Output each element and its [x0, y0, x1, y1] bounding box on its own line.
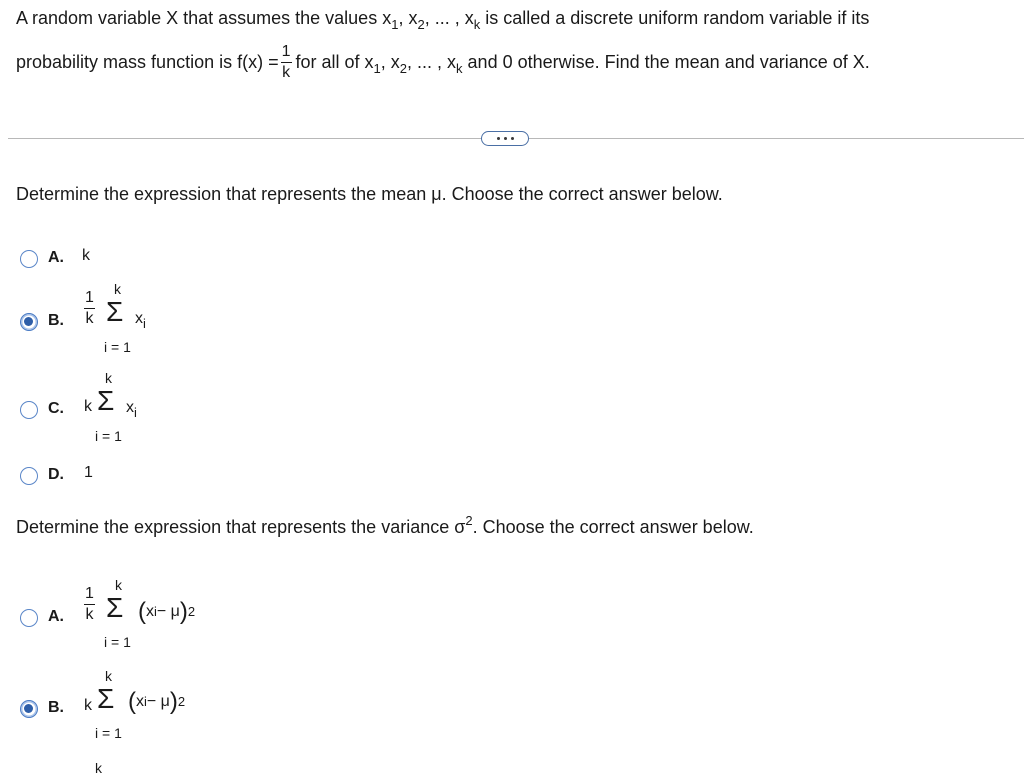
sum-lower-limit: i = 1: [104, 339, 131, 355]
open-paren: (: [128, 688, 136, 715]
mean-option-b-fraction: [84, 290, 95, 327]
question-text: is called a discrete uniform random variable if its: [480, 8, 870, 28]
summation-symbol: Σ: [97, 683, 115, 714]
mean-option-b-letter: B.: [48, 312, 64, 329]
variance-prompt: [16, 513, 754, 538]
mean-option-a-radio[interactable]: [20, 250, 38, 268]
mean-option-b-radio[interactable]: [20, 313, 38, 331]
question-line-2: [16, 44, 870, 81]
mean-option-c-radio[interactable]: [20, 401, 38, 419]
variance-option-a-radio[interactable]: [20, 609, 38, 627]
minus-mu: − μ: [146, 693, 170, 710]
question-line-1: [16, 8, 870, 32]
question-text: A random variable X that assumes the values x: [16, 8, 392, 28]
question-text: , ... , x: [407, 52, 457, 72]
question-text: , x: [398, 8, 418, 28]
fraction-denominator: k: [282, 64, 291, 81]
question-text: for all of x: [295, 52, 374, 72]
question-text: and 0 otherwise. Find the mean and variance of X.: [462, 52, 870, 72]
summation-term: ( x i − μ ) 2: [138, 598, 196, 625]
summation-symbol: Σ: [106, 592, 124, 623]
term-variable: x: [146, 603, 154, 620]
prompt-text: . Choose the correct answer below.: [472, 517, 754, 537]
fraction-denominator: k: [85, 606, 94, 623]
dot-icon: [511, 137, 514, 140]
subscript: k: [473, 17, 481, 32]
summation-term: ( x i − μ ) 2: [128, 688, 186, 715]
subscript: 2: [417, 17, 425, 32]
close-paren: ): [169, 688, 178, 715]
variance-option-b-letter: B.: [48, 699, 64, 716]
question-text: , x: [380, 52, 400, 72]
mean-prompt: Determine the expression that represents the mean μ. Choose the correct answer below.: [16, 184, 723, 204]
summation-term: [135, 310, 146, 331]
prompt-text: Determine the expression that represents the variance σ: [16, 517, 466, 537]
mean-option-d-expr: 1: [84, 464, 93, 481]
subscript: i: [143, 316, 146, 331]
subscript: k: [456, 61, 463, 76]
variance-option-a-fraction: [84, 586, 95, 623]
subscript: 1: [373, 61, 381, 76]
sum-lower-limit: i = 1: [95, 428, 122, 444]
subscript: i: [134, 405, 137, 420]
sum-lower-limit: i = 1: [95, 725, 122, 741]
sum-upper-limit: k: [105, 668, 112, 684]
question-text: , ... , x: [424, 8, 474, 28]
fraction-numerator: 1: [281, 43, 291, 60]
subscript: 1: [391, 17, 399, 32]
summation-symbol: Σ: [97, 385, 115, 416]
close-paren: ): [179, 598, 188, 625]
summation-term: [126, 399, 137, 420]
sum-upper-limit: k: [114, 281, 121, 297]
variance-option-b-radio[interactable]: [20, 700, 38, 718]
minus-mu: − μ: [156, 603, 180, 620]
fraction-denominator: k: [85, 310, 94, 327]
mean-option-d-letter: D.: [48, 466, 64, 483]
superscript: 2: [465, 513, 473, 528]
mean-option-d-radio[interactable]: [20, 467, 38, 485]
term-variable: x: [136, 693, 144, 710]
dot-icon: [497, 137, 500, 140]
sum-upper-limit: k: [115, 577, 122, 593]
open-paren: (: [138, 598, 146, 625]
partial-next-option-limit: k: [95, 760, 102, 776]
variance-option-a-letter: A.: [48, 608, 64, 625]
mean-option-a-expr: k: [82, 247, 90, 264]
mean-option-c-coef: k: [84, 398, 92, 415]
more-options-button[interactable]: [481, 131, 529, 146]
pmf-fraction: [281, 44, 292, 81]
summation-symbol: Σ: [106, 296, 124, 327]
question-text: probability mass function is f(x) =: [16, 52, 279, 72]
term-variable: x: [126, 399, 134, 416]
term-variable: x: [135, 310, 143, 327]
subscript: 2: [399, 61, 408, 76]
sum-lower-limit: i = 1: [104, 634, 131, 650]
fraction-numerator: 1: [85, 585, 94, 602]
dot-icon: [504, 137, 507, 140]
mean-option-a-letter: A.: [48, 249, 64, 266]
sum-upper-limit: k: [105, 370, 112, 386]
mean-option-c-letter: C.: [48, 400, 64, 417]
variance-option-b-coef: k: [84, 697, 92, 714]
fraction-numerator: 1: [85, 289, 94, 306]
